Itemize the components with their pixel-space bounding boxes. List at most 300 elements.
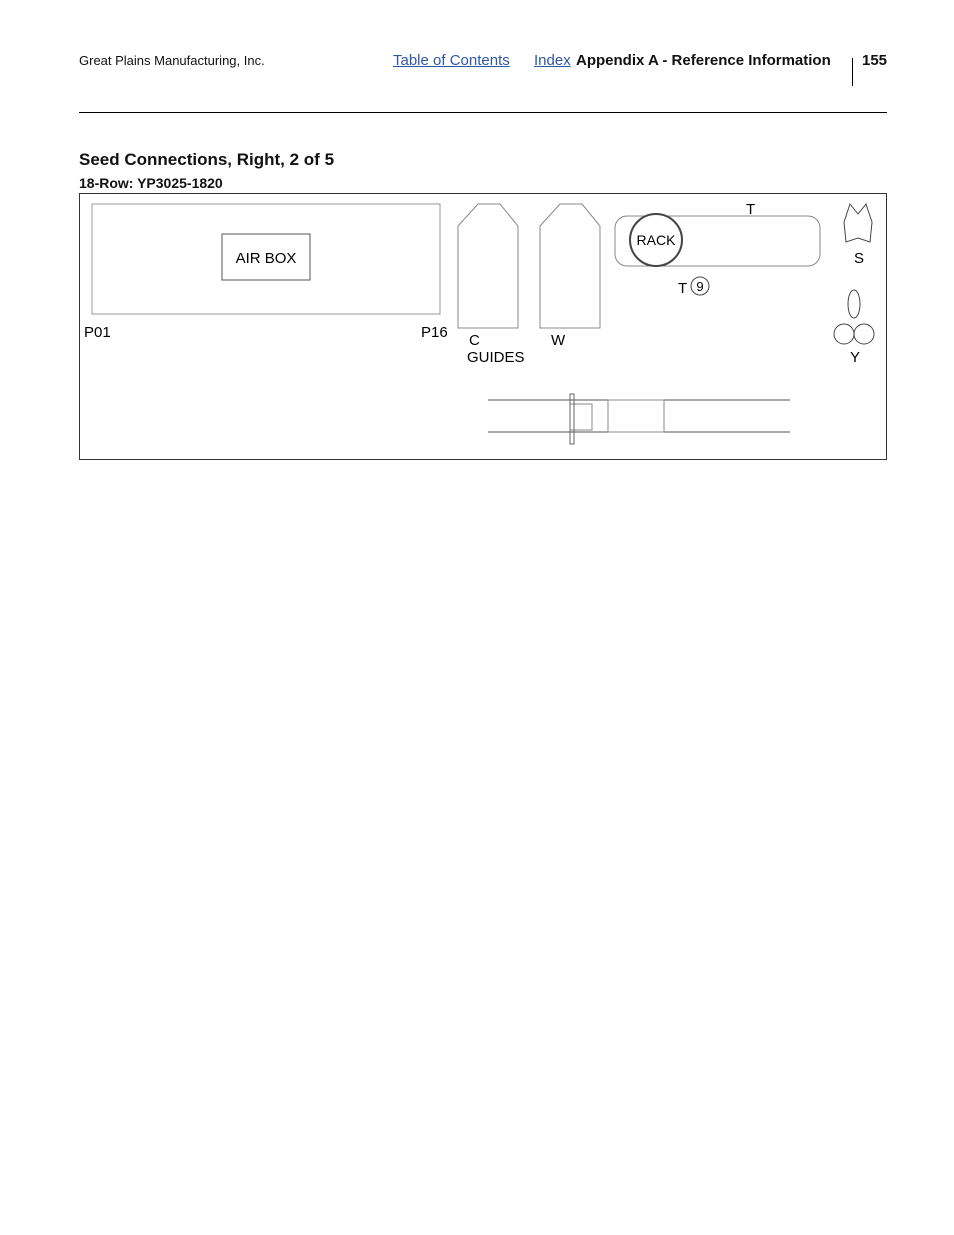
port-first-label: P01 <box>84 324 111 341</box>
rack-post-407 <box>570 394 574 444</box>
rack-bracket <box>570 404 592 430</box>
rack-post-187 <box>570 394 574 444</box>
rack-post-281 <box>570 394 574 444</box>
airbox-label: AIR BOX <box>235 250 297 267</box>
rack-post-425 <box>570 394 574 444</box>
rack-post-150 <box>570 394 574 444</box>
rack-post-71 <box>570 394 574 444</box>
rack-post-444 <box>570 394 574 444</box>
rack-post-61 <box>570 394 574 444</box>
rack-post-182 <box>570 394 574 444</box>
rack-post-98 <box>570 394 574 444</box>
rack-post-62 <box>570 394 574 444</box>
rack-post-331 <box>570 394 574 444</box>
rack-post-294 <box>570 394 574 444</box>
rack-post-362 <box>570 394 574 444</box>
rack-post-86 <box>570 394 574 444</box>
rack-post-308 <box>570 394 574 444</box>
rack-post-231 <box>570 394 574 444</box>
rack-post-350 <box>570 394 574 444</box>
rack-post-107 <box>570 394 574 444</box>
rack-post-29 <box>570 394 574 444</box>
rack-post-74 <box>570 394 574 444</box>
rack-post-446 <box>570 394 574 444</box>
rack-post-79 <box>570 394 574 444</box>
rack-post-108 <box>570 394 574 444</box>
rack-post-82 <box>570 394 574 444</box>
rack-post-333 <box>570 394 574 444</box>
rack-post-399 <box>570 394 574 444</box>
rack-post-173 <box>570 394 574 444</box>
rack-post-114 <box>570 394 574 444</box>
rack-post-229 <box>570 394 574 444</box>
rack-post-45 <box>570 394 574 444</box>
rack-post-318 <box>570 394 574 444</box>
rack-post-263 <box>570 394 574 444</box>
rack-post-430 <box>570 394 574 444</box>
rack-post-93 <box>570 394 574 444</box>
rack-post-388 <box>570 394 574 444</box>
rack-post-312 <box>570 394 574 444</box>
rack-post-245 <box>570 394 574 444</box>
rack-post-257 <box>570 394 574 444</box>
rack-post-328 <box>570 394 574 444</box>
rack-post-304 <box>570 394 574 444</box>
rack-post-329 <box>570 394 574 444</box>
rack-post-336 <box>570 394 574 444</box>
rack-post-228 <box>570 394 574 444</box>
rack-post-230 <box>570 394 574 444</box>
rack-post-370 <box>570 394 574 444</box>
rack-post-138 <box>570 394 574 444</box>
rack-post-261 <box>570 394 574 444</box>
rack-post-100 <box>570 394 574 444</box>
rack-post-176 <box>570 394 574 444</box>
rack-post-84 <box>570 394 574 444</box>
rack-post-302 <box>570 394 574 444</box>
rack-post-449 <box>570 394 574 444</box>
rack-post-344 <box>570 394 574 444</box>
rack-post-292 <box>570 394 574 444</box>
rack-hub-label: RACK <box>636 232 676 248</box>
rack-post-432 <box>570 394 574 444</box>
rack-post-130 <box>570 394 574 444</box>
rack-post-348 <box>570 394 574 444</box>
rack-post-36 <box>570 394 574 444</box>
index-link[interactable]: Index <box>534 52 571 69</box>
rack-post-323 <box>570 394 574 444</box>
rack-post-160 <box>570 394 574 444</box>
rack-post-85 <box>570 394 574 444</box>
rack-post-145 <box>570 394 574 444</box>
rack-post-410 <box>570 394 574 444</box>
rack-post-52 <box>570 394 574 444</box>
rack-post-401 <box>570 394 574 444</box>
rack-post-28 <box>570 394 574 444</box>
rack-post-54 <box>570 394 574 444</box>
rack-post-33 <box>570 394 574 444</box>
port-last-label: P16 <box>421 324 448 341</box>
rack-post-378 <box>570 394 574 444</box>
rack-post-97 <box>570 394 574 444</box>
y-tube-icon <box>834 324 854 344</box>
rack-post-326 <box>570 394 574 444</box>
rack-post-110 <box>570 394 574 444</box>
rack-post-78 <box>570 394 574 444</box>
rack-post-63 <box>570 394 574 444</box>
rack-post-307 <box>570 394 574 444</box>
rack-post-53 <box>570 394 574 444</box>
rack-post-88 <box>570 394 574 444</box>
rack-post-415 <box>570 394 574 444</box>
rack-post-247 <box>570 394 574 444</box>
rack-post-126 <box>570 394 574 444</box>
rack-post-162 <box>570 394 574 444</box>
rack-post-334 <box>570 394 574 444</box>
rack-post-14 <box>570 394 574 444</box>
rack-post-26 <box>570 394 574 444</box>
rack-post-374 <box>570 394 574 444</box>
rack-post-58 <box>570 394 574 444</box>
rack-post-443 <box>570 394 574 444</box>
rack-post-354 <box>570 394 574 444</box>
rack-post-289 <box>570 394 574 444</box>
rack-post-365 <box>570 394 574 444</box>
rack-post-217 <box>570 394 574 444</box>
rack-post-368 <box>570 394 574 444</box>
rack-post-278 <box>570 394 574 444</box>
rack-post-137 <box>570 394 574 444</box>
rack-post-361 <box>570 394 574 444</box>
rack-post-283 <box>570 394 574 444</box>
rack-post-291 <box>570 394 574 444</box>
rack-post-398 <box>570 394 574 444</box>
rack-post-109 <box>570 394 574 444</box>
rack-post-154 <box>570 394 574 444</box>
rack-post-40 <box>570 394 574 444</box>
rack-post-83 <box>570 394 574 444</box>
rack-post-151 <box>570 394 574 444</box>
rack-post-267 <box>570 394 574 444</box>
rack-post-120 <box>570 394 574 444</box>
rack-post-420 <box>570 394 574 444</box>
rack-post-298 <box>570 394 574 444</box>
rack-post-81 <box>570 394 574 444</box>
rack-post-335 <box>570 394 574 444</box>
rack-post-148 <box>570 394 574 444</box>
rack-post-400 <box>570 394 574 444</box>
rack-post-282 <box>570 394 574 444</box>
rack-post-412 <box>570 394 574 444</box>
rack-post-234 <box>570 394 574 444</box>
rack-post-70 <box>570 394 574 444</box>
rack-post-411 <box>570 394 574 444</box>
rack-post-170 <box>570 394 574 444</box>
rack-post-94 <box>570 394 574 444</box>
rack-post-423 <box>570 394 574 444</box>
rack-post-244 <box>570 394 574 444</box>
rack-post-89 <box>570 394 574 444</box>
rack-post-435 <box>570 394 574 444</box>
rack-t-label: T <box>746 201 756 218</box>
rack-post-80 <box>570 394 574 444</box>
rack-post-279 <box>570 394 574 444</box>
rack-post-5 <box>570 394 574 444</box>
rack-post-386 <box>570 394 574 444</box>
rack-post-300 <box>570 394 574 444</box>
rack-post-311 <box>570 394 574 444</box>
rack-post-225 <box>570 394 574 444</box>
rack-post-49 <box>570 394 574 444</box>
rack-post-303 <box>570 394 574 444</box>
rack-post-337 <box>570 394 574 444</box>
rack-post-431 <box>570 394 574 444</box>
rack-post-325 <box>570 394 574 444</box>
rack-post-116 <box>570 394 574 444</box>
rack-post-424 <box>570 394 574 444</box>
rack-post-342 <box>570 394 574 444</box>
rack-post-406 <box>570 394 574 444</box>
rack-post-96 <box>570 394 574 444</box>
rack-post-208 <box>570 394 574 444</box>
rack-post-34 <box>570 394 574 444</box>
rack-t-lower-label: T <box>678 280 688 297</box>
rack-post-60 <box>570 394 574 444</box>
rack-post-192 <box>570 394 574 444</box>
rack-post-111 <box>570 394 574 444</box>
rack-post-104 <box>570 394 574 444</box>
rack-post-437 <box>570 394 574 444</box>
rack-post-366 <box>570 394 574 444</box>
rack-post-286 <box>570 394 574 444</box>
rack-post-313 <box>570 394 574 444</box>
guides-label: GUIDES <box>467 349 525 366</box>
rack-post-346 <box>570 394 574 444</box>
rack-post-417 <box>570 394 574 444</box>
rack-post-180 <box>570 394 574 444</box>
rack-post-369 <box>570 394 574 444</box>
rack-post-190 <box>570 394 574 444</box>
rack-post-224 <box>570 394 574 444</box>
rack-post-196 <box>570 394 574 444</box>
rack-post-450 <box>570 394 574 444</box>
rack-post-264 <box>570 394 574 444</box>
rack-post-252 <box>570 394 574 444</box>
y-tube-stem <box>848 290 860 318</box>
rack-post-92 <box>570 394 574 444</box>
rack-post-57 <box>570 394 574 444</box>
s-tube-label: S <box>854 250 865 267</box>
rack-post-41 <box>570 394 574 444</box>
rack-post-273 <box>570 394 574 444</box>
rack-post-246 <box>570 394 574 444</box>
rack-post-59 <box>570 394 574 444</box>
rack-post-35 <box>570 394 574 444</box>
rack-post-240 <box>570 394 574 444</box>
rack-post-409 <box>570 394 574 444</box>
rack-post-227 <box>570 394 574 444</box>
rack-post-288 <box>570 394 574 444</box>
rack-post-306 <box>570 394 574 444</box>
rack-post-395 <box>570 394 574 444</box>
rack-post-8 <box>570 394 574 444</box>
rack-post-183 <box>570 394 574 444</box>
rack-post-142 <box>570 394 574 444</box>
rack-post-72 <box>570 394 574 444</box>
rack-post-185 <box>570 394 574 444</box>
rack-post-441 <box>570 394 574 444</box>
diagram1-svg <box>80 194 886 459</box>
rack-post-260 <box>570 394 574 444</box>
toc-link[interactable]: Table of Contents <box>393 52 510 69</box>
rack-post-383 <box>570 394 574 444</box>
rack-post-340 <box>570 394 574 444</box>
rack-post-421 <box>570 394 574 444</box>
rack-post-442 <box>570 394 574 444</box>
rack-post-258 <box>570 394 574 444</box>
rack-post-390 <box>570 394 574 444</box>
rack-post-235 <box>570 394 574 444</box>
rack-post-418 <box>570 394 574 444</box>
rack-post-332 <box>570 394 574 444</box>
rack-post-270 <box>570 394 574 444</box>
rack-post-66 <box>570 394 574 444</box>
rack-post-22 <box>570 394 574 444</box>
rack-post-351 <box>570 394 574 444</box>
rack-post-44 <box>570 394 574 444</box>
rack-post-276 <box>570 394 574 444</box>
rack-post-309 <box>570 394 574 444</box>
rack-post-77 <box>570 394 574 444</box>
rack-post-19 <box>570 394 574 444</box>
rack-post-389 <box>570 394 574 444</box>
rack-post-3 <box>570 394 574 444</box>
rack-post-274 <box>570 394 574 444</box>
header-divider <box>852 58 853 86</box>
section-title: Seed Connections, Right, 2 of 5 <box>79 150 335 169</box>
rack-post-12 <box>570 394 574 444</box>
rack-post-200 <box>570 394 574 444</box>
rack-post-140 <box>570 394 574 444</box>
rack-post-305 <box>570 394 574 444</box>
rack-post-102 <box>570 394 574 444</box>
rack-post-327 <box>570 394 574 444</box>
rack-post-112 <box>570 394 574 444</box>
rack-post-396 <box>570 394 574 444</box>
rack-post-152 <box>570 394 574 444</box>
rack-post-219 <box>570 394 574 444</box>
rack-post-55 <box>570 394 574 444</box>
rack-post-106 <box>570 394 574 444</box>
rack-post-146 <box>570 394 574 444</box>
rack-post-413 <box>570 394 574 444</box>
rack-post-352 <box>570 394 574 444</box>
rack-post-155 <box>570 394 574 444</box>
rack-post-123 <box>570 394 574 444</box>
rack-post-101 <box>570 394 574 444</box>
rack-post-157 <box>570 394 574 444</box>
rack-post-30 <box>570 394 574 444</box>
rack-post-211 <box>570 394 574 444</box>
rack-post-171 <box>570 394 574 444</box>
rack-post-203 <box>570 394 574 444</box>
rack-post-129 <box>570 394 574 444</box>
rack-post-250 <box>570 394 574 444</box>
rack-post-68 <box>570 394 574 444</box>
appendix-title: Appendix A - Reference Information <box>576 52 831 69</box>
rack-post-163 <box>570 394 574 444</box>
rack-post-249 <box>570 394 574 444</box>
rack-post-416 <box>570 394 574 444</box>
rack-post-147 <box>570 394 574 444</box>
rack-post-128 <box>570 394 574 444</box>
rack-post-9 <box>570 394 574 444</box>
rack-post-186 <box>570 394 574 444</box>
rack-post-65 <box>570 394 574 444</box>
rack-post-167 <box>570 394 574 444</box>
rack-post-87 <box>570 394 574 444</box>
rack-post-105 <box>570 394 574 444</box>
rack-post-75 <box>570 394 574 444</box>
rack-post-4 <box>570 394 574 444</box>
rack-post-373 <box>570 394 574 444</box>
rack-post-199 <box>570 394 574 444</box>
rack-post-256 <box>570 394 574 444</box>
diagram1-subtitle: 18-Row: YP3025-1820 <box>79 175 223 191</box>
rack-post-213 <box>570 394 574 444</box>
rack-post-131 <box>570 394 574 444</box>
rack-post-319 <box>570 394 574 444</box>
rack-post-127 <box>570 394 574 444</box>
rack-post-149 <box>570 394 574 444</box>
rack-post-91 <box>570 394 574 444</box>
rack-post-358 <box>570 394 574 444</box>
rack-post-32 <box>570 394 574 444</box>
rack-post-64 <box>570 394 574 444</box>
rack-post-301 <box>570 394 574 444</box>
rack-post-403 <box>570 394 574 444</box>
rack-post-233 <box>570 394 574 444</box>
rack-post-175 <box>570 394 574 444</box>
rack-post-23 <box>570 394 574 444</box>
rack-post-391 <box>570 394 574 444</box>
rack-post-198 <box>570 394 574 444</box>
rack-post-222 <box>570 394 574 444</box>
rack-post-275 <box>570 394 574 444</box>
rack-post-159 <box>570 394 574 444</box>
rack-post-197 <box>570 394 574 444</box>
rack-post-201 <box>570 394 574 444</box>
rack-post-117 <box>570 394 574 444</box>
rack-post-427 <box>570 394 574 444</box>
rack-post-158 <box>570 394 574 444</box>
rack-post-429 <box>570 394 574 444</box>
rack-post-164 <box>570 394 574 444</box>
rack-post-144 <box>570 394 574 444</box>
rack-post-237 <box>570 394 574 444</box>
rack-post-434 <box>570 394 574 444</box>
rack-post-314 <box>570 394 574 444</box>
rack-post-385 <box>570 394 574 444</box>
rack-post-379 <box>570 394 574 444</box>
rack-post-266 <box>570 394 574 444</box>
s-tube-icon <box>844 204 872 242</box>
rack-post-316 <box>570 394 574 444</box>
rack-post-277 <box>570 394 574 444</box>
rack-post-177 <box>570 394 574 444</box>
rack-post-39 <box>570 394 574 444</box>
rack-post-11 <box>570 394 574 444</box>
